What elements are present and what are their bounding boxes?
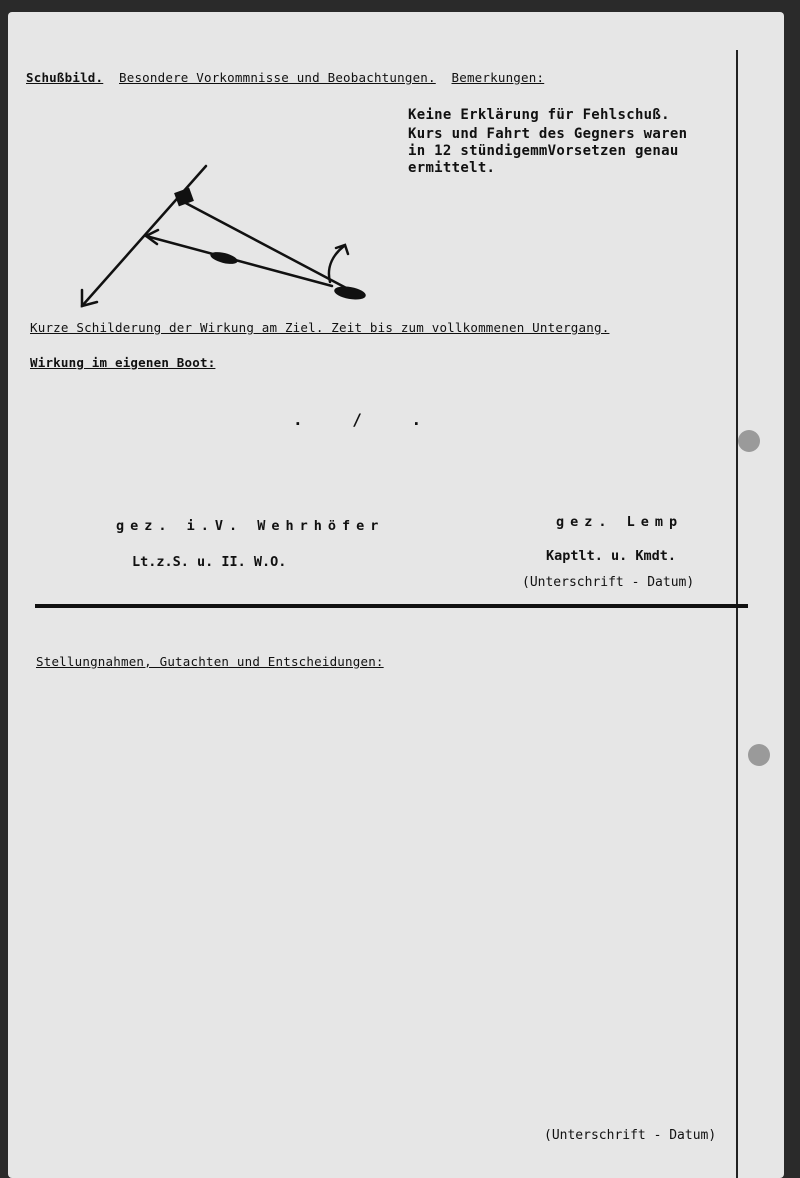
wirkung-ziel-label: Kurze Schilderung der Wirkung am Ziel. Zeit bis zum vollkommenen Untergang. — [30, 320, 610, 335]
uboat-symbol-icon — [174, 188, 194, 207]
form-header — [26, 70, 544, 85]
left-signature-rank: Lt.z.S. u. II. W.O. — [132, 554, 287, 570]
right-signature-rank: Kaptlt. u. Kmdt. — [546, 548, 677, 564]
left-signature-name: gez. i.V. Wehrhöfer — [116, 518, 385, 534]
shot-diagram — [68, 162, 388, 322]
bearing-line — [180, 200, 350, 290]
section-divider — [35, 604, 748, 608]
punch-hole-lower — [748, 744, 770, 766]
target-ship-icon — [333, 284, 367, 301]
right-signature-name: gez. Lemp — [556, 514, 684, 530]
torpedo-position-icon — [209, 250, 239, 266]
stellungnahmen-label: Stellungnahmen, Gutachten und Entscheidungen: — [36, 654, 384, 669]
punch-hole-upper — [738, 430, 760, 452]
margin-rule — [736, 50, 738, 1178]
target-course-line — [146, 236, 332, 286]
wirkung-boot-label: Wirkung im eigenen Boot: — [30, 355, 216, 370]
remark-line: Kurs und Fahrt des Gegners waren — [408, 126, 688, 142]
signature-caption-upper: (Unterschrift - Datum) — [522, 575, 695, 590]
remark-line: ermittelt. — [408, 160, 496, 176]
remark-line: in 12 stündigemmVorsetzen genau — [408, 143, 679, 159]
signature-caption-lower: (Unterschrift - Datum) — [544, 1128, 717, 1143]
document-page — [8, 12, 784, 1178]
bemerkungen-label: Bemerkungen: — [451, 70, 545, 85]
vorkommnisse-label: Besondere Vorkommnisse und Beobachtungen. — [119, 70, 436, 85]
remark-line: Keine Erklärung für Fehlschuß. — [408, 107, 670, 123]
remarks-text — [408, 107, 687, 177]
schussbild-label: Schußbild. — [26, 70, 104, 85]
no-entry-placeholder: . / . — [293, 410, 442, 429]
turn-path — [329, 246, 344, 282]
